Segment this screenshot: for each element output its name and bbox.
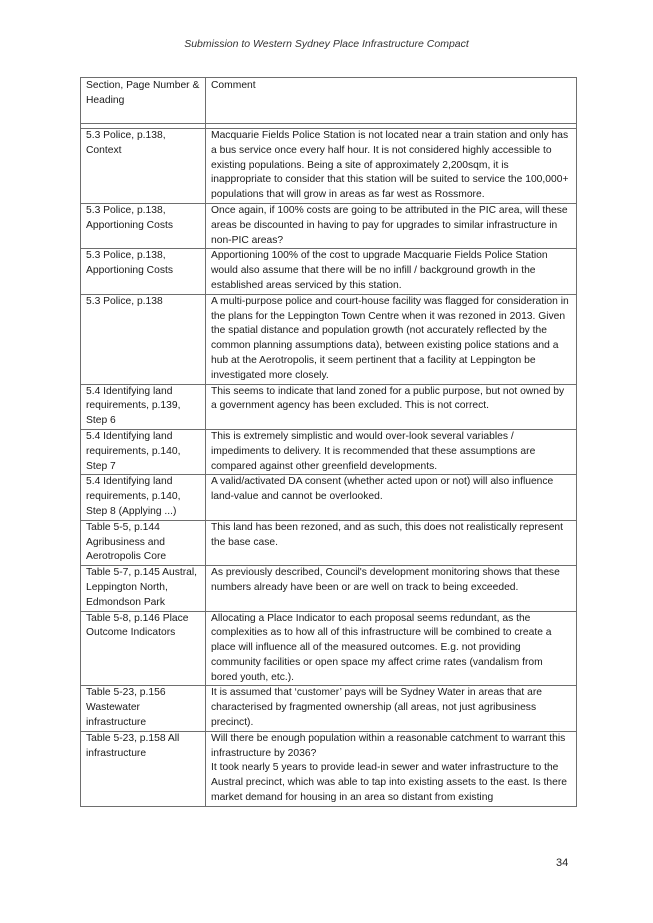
table-row (81, 203, 577, 248)
row-comment: Apportioning 100% of the cost to upgrade Macquarie Fields Police Station would also assume that there will be no infill / background growth in the established areas serviced by this station. (206, 249, 577, 294)
row-section: 5.3 Police, p.138, Apportioning Costs (81, 249, 206, 294)
table-row (81, 731, 577, 806)
table-row (81, 611, 577, 686)
page-header-title: Submission to Western Sydney Place Infrastructure Compact (184, 38, 469, 50)
row-comment: Allocating a Place Indicator to each proposal seems redundant, as the complexities as to how all of this infrastructure will be combined to create a place will influence all of the measured outcomes. E.g. not providing community facilities or open space my affect crime rates (vandalism from bored youth, etc.). (206, 611, 577, 686)
row-comment: This seems to indicate that land zoned for a public purpose, but not owned by a government agency has been excluded. This is not correct. (206, 384, 577, 429)
row-comment: A multi-purpose police and court-house facility was flagged for consideration in the plans for the Leppington Town Centre when it was rezoned in 2013. Given the spatial distance and population growth (not accurately reflected by the common planning assumptions data), between existing police stations and a hub at the Aerotropolis, it seem pertinent that a facility at Leppington be investigated more closely. (206, 294, 577, 384)
row-comment: This land has been rezoned, and as such, this does not realistically represent the base case. (206, 520, 577, 565)
row-comment: Once again, if 100% costs are going to be attributed in the PIC area, will these areas be discounted in having to pay for upgrades to similar infrastructure in non-PIC areas? (206, 203, 577, 248)
row-comment-continued: It took nearly 5 years to provide lead-in sewer and water infrastructure to the Austral precinct, which was able to tap into existing assets to the east. Is there market demand for housing in an area so distant from existing (211, 762, 567, 804)
column-header-section: Section, Page Number & Heading (81, 78, 206, 124)
row-comment-cell (206, 731, 577, 806)
row-comment: It is assumed that ‘customer’ pays will be Sydney Water in areas that are characterised by fragmented ownership (all areas, not just agribusiness precinct). (206, 686, 577, 731)
row-comment: Macquarie Fields Police Station is not located near a train station and only has a bus service once every half hour. It is not considered highly accessible to existing populations. Being a site of approximately 2,200sqm, it is inappropriate to consider that this station will be suited to service the 100,000+ populations that will grow in areas as far west as Rossmore. (206, 129, 577, 204)
table-row (81, 249, 577, 294)
row-section: 5.4 Identifying land requirements, p.140, Step 8 (Applying ...) (81, 475, 206, 520)
comments-table (80, 77, 577, 807)
page-number: 34 (556, 857, 569, 869)
row-section: Table 5-5, p.144 Agribusiness and Aerotropolis Core (81, 520, 206, 565)
table-row (81, 129, 577, 204)
row-section: 5.3 Police, p.138, Context (81, 129, 206, 204)
row-section: Table 5-23, p.156 Wastewater infrastructure (81, 686, 206, 731)
row-section: 5.3 Police, p.138 (81, 294, 206, 384)
table-row (81, 686, 577, 731)
row-comment: Will there be enough population within a reasonable catchment to warrant this infrastructure by 2036? (211, 732, 566, 759)
table-row (81, 294, 577, 384)
table-row (81, 520, 577, 565)
table-row (81, 429, 577, 474)
table-row (81, 566, 577, 611)
row-section: 5.4 Identifying land requirements, p.140, Step 7 (81, 429, 206, 474)
row-comment: This is extremely simplistic and would over-look several variables / impediments to delivery. It is recommended that these assumptions are compared against other greenfield developments. (206, 429, 577, 474)
row-section: 5.3 Police, p.138, Apportioning Costs (81, 203, 206, 248)
row-section: Table 5-8, p.146 Place Outcome Indicators (81, 611, 206, 686)
table-row (81, 384, 577, 429)
row-section: 5.4 Identifying land requirements, p.139, Step 6 (81, 384, 206, 429)
row-comment: As previously described, Council's development monitoring shows that these numbers already have been or are well on track to being exceeded. (206, 566, 577, 611)
table-row (81, 475, 577, 520)
row-section: Table 5-7, p.145 Austral, Leppington North, Edmondson Park (81, 566, 206, 611)
table-header-row (81, 78, 577, 124)
row-comment: A valid/activated DA consent (whether acted upon or not) will also influence land-value and cannot be overlooked. (206, 475, 577, 520)
column-header-comment: Comment (206, 78, 577, 124)
row-section: Table 5-23, p.158 All infrastructure (81, 731, 206, 806)
